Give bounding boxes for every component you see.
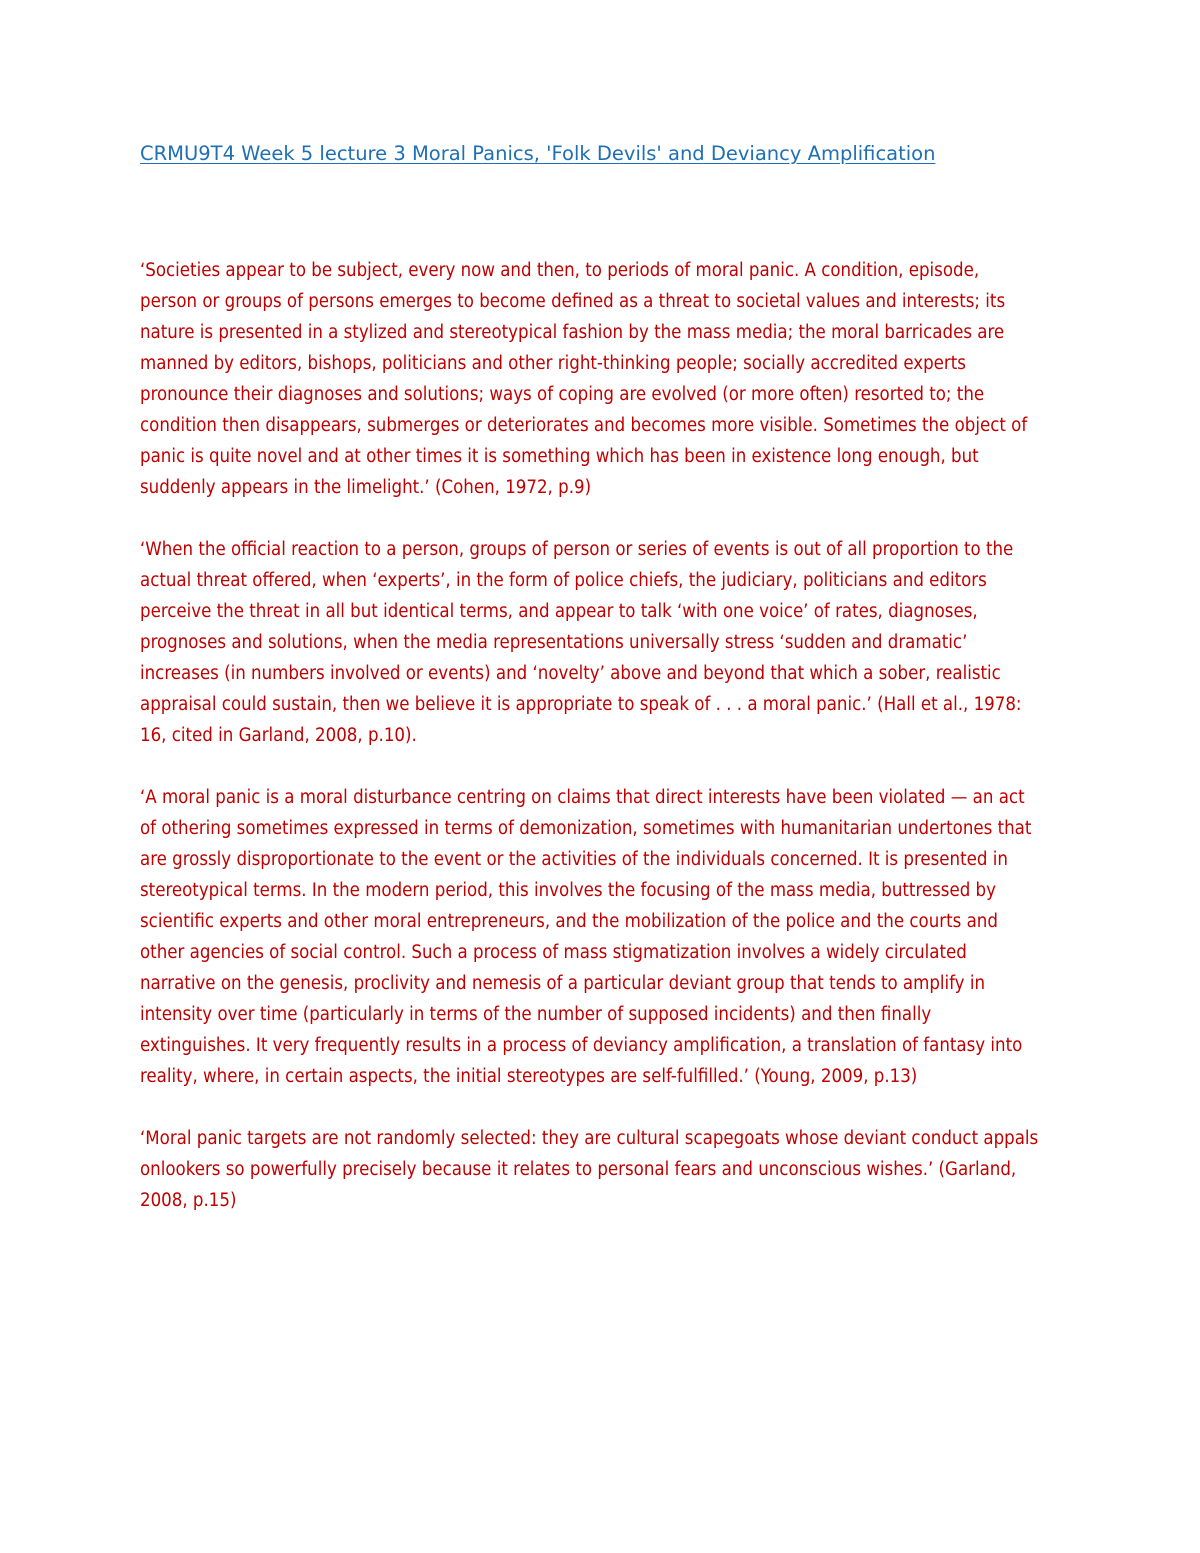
document-body: [140, 255, 1040, 1247]
quote-young-2009: ‘A moral panic is a moral disturbance centring on claims that direct interests have been violated — an act of othering sometimes expressed in terms of demonization, sometimes with humanitarian undertones that are grossly disproportionate to the event or the activities of the individuals concerned. It is presented in stereotypical terms. In the modern period, this involves the focusing of the mass media, buttressed by scientific experts and other moral entrepreneurs, and the mobilization of the police and the courts and other agencies of social control. Such a process of mass stigmatization involves a widely circulated narrative on the genesis, proclivity and nemesis of a particular deviant group that tends to amplify in intensity over time (particularly in terms of the number of supposed incidents) and then finally extinguishes. It very frequently results in a process of deviancy amplification, a translation of fantasy into reality, where, in certain aspects, the initial stereotypes are self-fulfilled.’ (Young, 2009, p.13): [140, 787, 1032, 1087]
quote-cohen-1972: ‘Societies appear to be subject, every now and then, to periods of moral panic. A condition, episode, person or groups of persons emerges to become defined as a threat to societal values and interests; its nature is presented in a stylized and stereotypical fashion by the mass media; the moral barricades are manned by editors, bishops, politicians and other right-thinking people; socially accredited experts pronounce their diagnoses and solutions; ways of coping are evolved (or more often) resorted to; the condition then disappears, submerges or deteriorates and becomes more visible. Sometimes the object of panic is quite novel and at other times it is something which has been in existence long enough, but suddenly appears in the limelight.’ (Cohen, 1972, p.9): [140, 260, 1028, 498]
quote-garland-2008: ‘Moral panic targets are not randomly selected: they are cultural scapegoats whose deviant conduct appals onlookers so powerfully precisely because it relates to personal fears and unconscious wishes.’ (Garland, 2008, p.15): [140, 1128, 1039, 1211]
document-title[interactable]: CRMU9T4 Week 5 lecture 3 Moral Panics, 'Folk Devils' and Deviancy Amplification: [140, 142, 936, 165]
quote-hall-1978: ‘When the official reaction to a person, groups of person or series of events is out of all proportion to the actual threat offered, when ‘experts’, in the form of police chiefs, the judiciary, politicians and editors perceive the threat in all but identical terms, and appear to talk ‘with one voice’ of rates, diagnoses, prognoses and solutions, when the media representations universally stress ‘sudden and dramatic’ increases (in numbers involved or events) and ‘novelty’ above and beyond that which a sober, realistic appraisal could sustain, then we believe it is appropriate to speak of . . . a moral panic.’ (Hall et al., 1978: 16, cited in Garland, 2008, p.10).: [140, 539, 1022, 746]
